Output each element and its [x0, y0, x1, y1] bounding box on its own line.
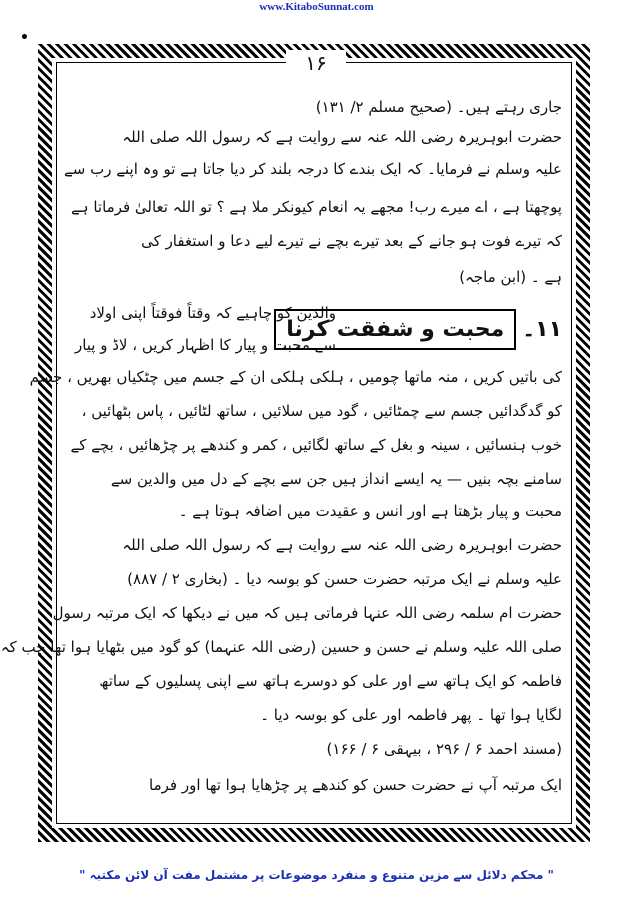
text-line: حضرت ابوہریرہ رضی اللہ عنہ سے روایت ہے کہ رسول اللہ صلی اللہ	[122, 536, 562, 554]
text-block-top	[63, 92, 562, 292]
section-number: ۱۱۔	[522, 316, 562, 342]
text-line: کہ تیرے فوت ہو جانے کے بعد تیرے بچے نے تیرے لیے دعا و استغفار کی	[141, 232, 562, 250]
page-number: ۱۶	[286, 50, 346, 76]
text-line: حضرت ام سلمہ رضی اللہ عنہا فرماتی ہیں کہ میں نے دیکھا کہ ایک مرتبہ رسول	[52, 604, 562, 622]
text-line: حضرت ابوہریرہ رضی اللہ عنہ سے روایت ہے کہ رسول اللہ صلی اللہ	[122, 128, 562, 146]
text-line: علیہ وسلم نے فرمایا۔ کہ ایک بندے کا درجہ بلند کر دیا جاتا ہے تو وہ اپنے رب سے	[63, 160, 562, 178]
corner-dot	[22, 34, 27, 39]
section-title: محبت و شفقت کرنا	[274, 309, 516, 350]
section-side-line: سے محبت و پیار کا اظہار کریں ، لاڈ و پیار	[74, 336, 336, 354]
text-line: سامنے بچہ بنیں — یہ ایسے انداز ہیں جن سے بچے کے دل میں والدین سے	[110, 470, 562, 488]
text-line: پوچھتا ہے ، اے میرے رب! مجھے یہ انعام کیونکر ملا ہے ؟ تو اللہ تعالیٰ فرماتا ہے	[71, 198, 562, 216]
text-block-bottom	[0, 362, 562, 822]
text-line: لگایا ہوا تھا ۔ پھر فاطمہ اور علی کو بوسہ دیا ۔	[260, 706, 562, 724]
text-line: خوب ہنسائیں ، سینہ و بغل کے ساتھ لگائیں ، کمر و کندھے پر چڑھائیں ، بچے کے	[70, 436, 562, 454]
footer-tagline: " محکم دلائل سے مزین متنوع و منفرد موضوعات پر مشتمل مفت آن لائن مکتبہ "	[79, 868, 554, 882]
site-url[interactable]: www.KitaboSunnat.com	[259, 1, 374, 13]
text-line: ہے ۔ (ابن ماجہ)	[459, 268, 562, 286]
section-heading	[286, 300, 562, 358]
text-line: ایک مرتبہ آپ نے حضرت حسن کو کندھے پر چڑھایا ہوا تھا اور فرما	[149, 776, 562, 794]
text-line: فاطمہ کو ایک ہاتھ سے اور علی کو دوسرے ہاتھ سے اپنی پسلیوں کے ساتھ	[99, 672, 562, 690]
text-line: جاری رہتے ہیں۔ (صحیح مسلم ۲/ ۱۳۱)	[315, 98, 562, 116]
text-line: کو گدگدائیں جسم سے چمٹائیں ، گود میں سلائیں ، ساتھ لٹائیں ، پاس بٹھائیں ،	[81, 402, 562, 420]
text-line: کی باتیں کریں ، منہ ماتھا چومیں ، ہلکی ہلکی ان کے جسم میں چٹکیاں بھریں ، جسم	[29, 368, 562, 386]
text-line: علیہ وسلم نے ایک مرتبہ حضرت حسن کو بوسہ دیا ۔ (بخاری ۲ / ۸۸۷)	[127, 570, 562, 588]
citation-line: (مسند احمد ۶ / ۲۹۶ ، بیہقی ۶ / ۱۶۶)	[326, 740, 562, 758]
text-line: محبت و پیار بڑھتا ہے اور انس و عقیدت میں اضافہ ہوتا ہے ۔	[178, 502, 562, 520]
section-side-line: والدین کو چاہیے کہ وقتاً فوقتاً اپنی اولاد	[89, 304, 336, 322]
text-line: صلی اللہ علیہ وسلم نے حسن و حسین (رضی اللہ عنہما) کو گود میں بٹھایا ہوا تھا جب کہ	[0, 638, 562, 656]
